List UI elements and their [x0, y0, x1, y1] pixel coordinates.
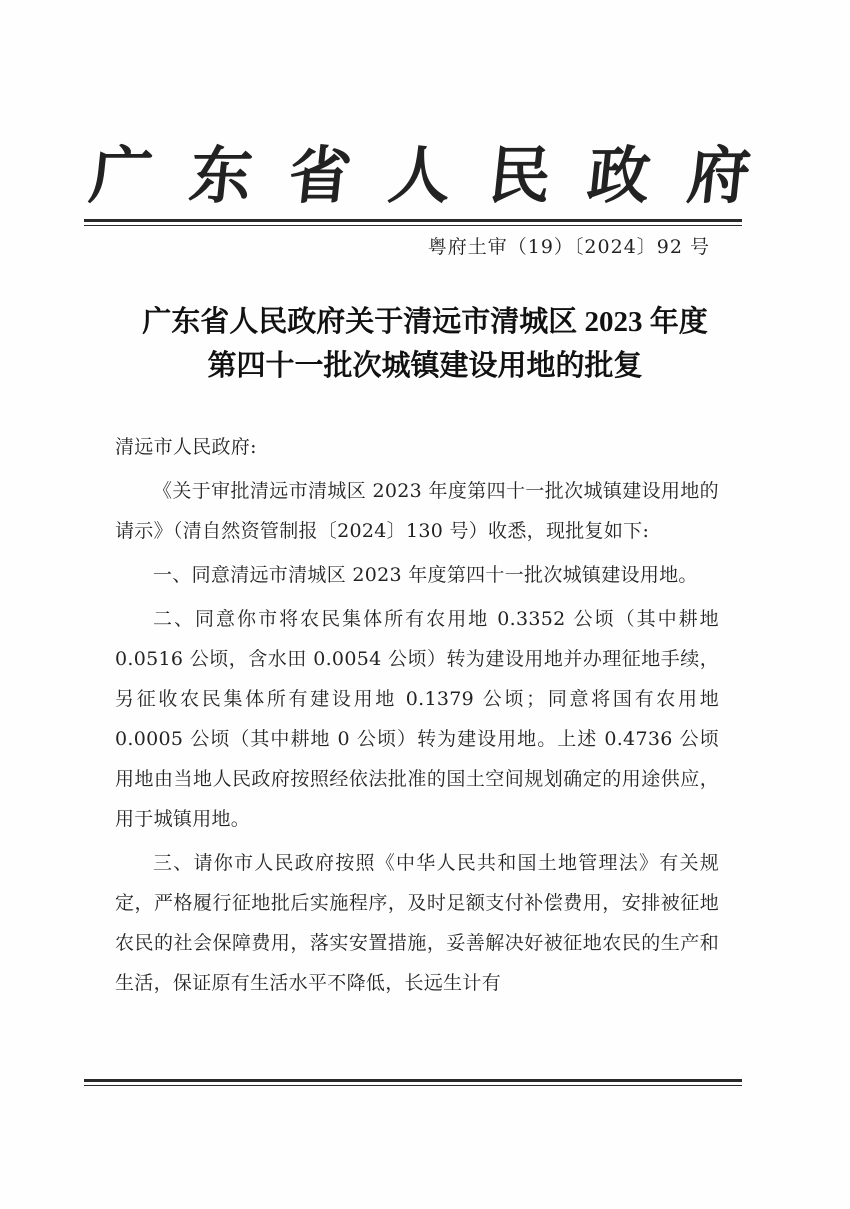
- footer-divider-thick: [84, 1079, 742, 1082]
- footer-divider-thin: [84, 1085, 742, 1086]
- document-number: 粤府土审（19）〔2024〕92 号: [427, 236, 710, 258]
- document-title: [0, 300, 850, 388]
- header-char: 民: [484, 139, 555, 212]
- issuer-header: [86, 136, 754, 216]
- header-char: 府: [684, 139, 754, 212]
- title-line-2: 第四十一批次城镇建设用地的批复: [207, 350, 643, 382]
- header-char: 广: [86, 139, 156, 212]
- header-char: 东: [185, 139, 256, 212]
- salutation: 清远市人民政府:: [115, 436, 257, 458]
- header-char: 政: [584, 139, 655, 212]
- body-paragraph: 二、同意你市将农民集体所有农用地 0.3352 公顷（其中耕地 0.0516 公顷，含水田 0.0054 公顷）转为建设用地并办理征地手续，另征收农民集体所有建设用地 0.1379 公顷；同意将国有农用地 0.0005 公顷（其中耕地 0 公顷）转为建设用地。上述 0.4736 公顷用地由当地人民政府按照经依法批准的国土空间规划确定的用途供应，用于城镇用地。: [115, 608, 719, 830]
- header-divider-thin: [84, 225, 742, 226]
- header-char: 人: [385, 139, 455, 212]
- body-paragraph: 一、同意清远市清城区 2023 年度第四十一批次城镇建设用地。: [153, 564, 698, 586]
- body-paragraph: 《关于审批清远市清城区 2023 年度第四十一批次城镇建设用地的请示》（清自然资管制报〔2024〕130 号）收悉，现批复如下:: [115, 480, 719, 542]
- header-divider-thick: [84, 219, 742, 222]
- title-line-1: 广东省人民政府关于清远市清城区 2023 年度: [142, 306, 708, 338]
- body-paragraph: 三、请你市人民政府按照《中华人民共和国土地管理法》有关规定，严格履行征地批后实施程序，及时足额支付补偿费用，安排被征地农民的社会保障费用，落实安置措施，妥善解决好被征地农民的生产和生活，保证原有生活水平不降低，长远生计有: [115, 852, 719, 994]
- header-char: 省: [285, 139, 356, 212]
- document-body: [115, 427, 719, 1007]
